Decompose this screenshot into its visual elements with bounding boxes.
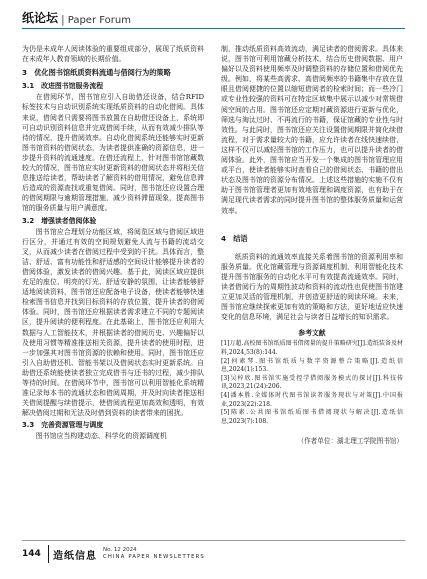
section-3-2-heading: 3.2 增强读者借阅体验 (22, 216, 97, 225)
reference-item: [2]何素琴.图书馆纸质与数字资源整合策略[J].造纸信息,2024(1):153. (221, 357, 403, 374)
magazine-logo (48, 545, 205, 563)
references-title: 参考文献 (298, 329, 326, 338)
right-column (221, 44, 403, 514)
left-column (22, 44, 204, 514)
section-3-1-paragraph: 在借阅环节，图书馆应引入自助借还设备，结合RFID标签技术与自动识别系统实现纸质资料的自动化借阅。具体来说，借阅者只需要将图书放置在自助借还设备上，系统即可自动识别资料信息并完成借阅手续，从而有效减少排队等待的情况，提升借阅效率。自动化借阅系统还能够实时更新图书馆资料的借阅状态，为读者提供准确的资源信息，进一步提升资料的流通速度。在借还流程上，针对图书馆馆藏数较大的情况，图书馆应实时更新资料的借阅状态并将相关信息推送给读者，帮助读者了解资料的借用情况，避免信息滞后造成的资源查找或重复借阅。同时，图书馆还应设置合理的借阅期限与逾期管理措施，减少资料滞留现象，提高图书馆的服务质量与用户满意度。 (22, 93, 204, 213)
magazine-name-en: CHINA PAPER NEWSLETTERS (103, 554, 205, 560)
issue-number: No. 12 2024 (103, 547, 137, 553)
reference-item: [1]万超.高校图书馆纸质图书借阅量的提升策略研究[J].造纸装备及材料,2024,53(8):144. (221, 340, 403, 357)
reference-item: [4]潘本胜.全媒体时代图书馆读者服务现状与对策[J].中国报业,2023(22):218. (221, 392, 403, 408)
intro-paragraph: 为仍是未成年人阅读体验的重要组成部分，展现了纸质资料在未成年人教育领域的长期价值。 (22, 45, 204, 64)
continued-paragraph: 制，推动纸质资料高效流动，满足读者的借阅需求。具体来说，图书馆可利用馆藏分析技术，结合历史借阅数据、用户偏好以及资料使用频率及时调整资料的存储位置和借阅优先级。例如，将某些高需求、高借阅频率的书籍集中存放在显眼且借阅便捷的位置以缩短借阅者的检索时间；而一些冷门或专业性较强的资料可在特定区域集中展示以减少对常规借阅空间的占用。图书馆还应定期对藏资源进行更新与优化，筛选与淘汰过时、不再流行的书籍，保证馆藏的专业性与时效性。与此同时，图书馆还应关注设置借阅期限并简化续借流程，对于需求量较大的书籍，应允许读者在线快速续借，这样不仅可以减轻图书馆的工作压力，也可以提升读者的借阅体验。此外，图书馆应当开发一个集成的图书馆管理应用或平台，使读者能够实时查看自己的借阅状态、书籍的借出状态及图书馆的资源分布情况。上述这些措施的实施不仅有助于图书馆管理者更加有效地管理和调度资源，也有助于在满足现代读者需求的同时提升图书馆的整体服务质量和运营效率。 (221, 45, 403, 215)
section-3-2-paragraph: 图书馆应合理划分功能区域，将阅览区域与借阅区域进行区分，并通过有效的空间规划避免人流与书籍的流动交叉，从而减少读者在借阅过程中受到的干扰。具体而言，整洁、舒适、富有功能性和舒适感的空间设计能够提升读者的借阅体验，激发读者的借阅兴趣。基于此，阅读区域应提供充足的座位、明亮的灯光、舒适安静的氛围，让读者能够舒适地阅读资料，图书馆还应配备电子设备，使读者能够快速检索图书信息并找到目标资料的存放位置，提升读者的借阅体验。同时，图书馆还应根据读者需求建立不同的专题阅读区，提升阅读的便利程度。在此基础上，图书馆还应利用大数据与人工智能技术，并根据读者的借阅历史、兴趣偏好以及使用习惯等精准推送相关资源，提升读者的使用时程，进一步加强其对图书馆资源的依赖和使用。同时，图书馆还应引入自助借还机、智能书架以及借阅状态实时更新系统。自助借还系统能使读者独立完成借书与还书的过程，减少排队等待的时间。在借阅环节中，图书馆可以利用智能化系统精准记录每本书的流通状态和借阅周期，并及时向读者推送相关借阅提醒与续借提示，使借阅流程更加高效和透明，有效解决借阅过期和无法及时借到资料的读者带来的困扰。 (22, 227, 204, 418)
column-title-en: Paper Forum (67, 15, 131, 26)
author-affiliation: （作者单位：湖北理工学院图书馆） (297, 437, 403, 446)
reference-item: [5]陈素.公共图书馆纸质图书借阅现状与解决[J].造纸信息,2023(7):108. (221, 409, 403, 425)
page-header (22, 8, 405, 29)
page-footer (22, 540, 405, 567)
reference-item: [3]吴梓欣.图书馆实施受控学借阅服务模式的探讨[J].科技传讯,2023,21(24):206. (221, 374, 403, 391)
section-3-heading: 3 优化图书馆纸质资料流通与借阅行为的策略 (22, 68, 171, 78)
magazine-logo-text: 造纸信息 (53, 550, 97, 562)
issue-info (103, 547, 205, 561)
conclusion-paragraph: 纸质资料的流通效率直接关系着图书馆的资源利用率和服务质量。优化馆藏管理与资源调度机制，利用智能化技术提升图书馆服务的自动化水平可有效提高流通效率。同时，读者借阅行为的周期性波动和资料的流动性也促使图书馆建立更加灵活的管理机制，并创造更舒适的阅读环境。未来，图书馆应继续探索更加有效的策略和方法，更好地适应快速变化的信息环境，满足社会与读者日益增长的知识需求。 (221, 252, 403, 322)
section-3-3-paragraph: 图书馆应当构建动态、科学化的资源调度机 (35, 432, 167, 441)
section-3-1-heading: 3.1 改进图书馆服务流程 (22, 82, 104, 91)
header-separator: | (61, 13, 65, 26)
section-4-heading: 4 结语 (221, 233, 248, 243)
column-title-cn: 纸论坛 (22, 11, 59, 25)
page-number: 144 (22, 549, 41, 559)
section-3-3-heading: 3.3 完善资源管理与调度 (22, 421, 104, 430)
